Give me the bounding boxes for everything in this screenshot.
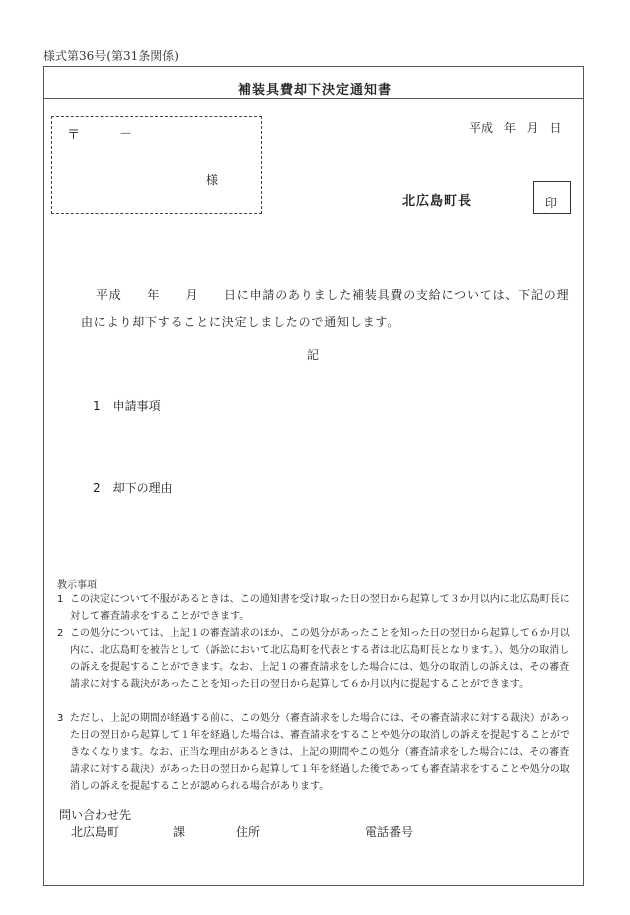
- address-box: [51, 116, 262, 214]
- contact-section: 課: [173, 825, 186, 839]
- seal-mark: 印: [545, 196, 558, 210]
- item-application: [93, 397, 161, 414]
- notice-number: 3: [57, 713, 64, 724]
- notice-number: 2: [57, 628, 64, 639]
- notice-number: 1: [57, 594, 64, 605]
- document-title: 補装具費却下決定通知書: [237, 83, 392, 98]
- body-text-line-1: 平成 年 月 日に申請のありました補装具費の支給については、下記の理: [96, 288, 570, 302]
- notice-item: [57, 625, 579, 693]
- notice-text: ただし、上記の期間が経過する前に、この処分（審査請求をした場合には、その審査請求に対する裁決）があった日の翌日から起算して１年を経過した場合は、審査請求をすることや処分の取消しの訴えを提起することができなくなります。なお、正当な理由があるときは、上記の期間やこの処分（審査請求をした場合には、その審査請求に対する裁決）があった日の翌日から起算して１年を経過した後であっても審査請求をすることや処分の取消しの訴えを提起することが認められる場合があります。: [70, 713, 570, 792]
- notice-heading: 教示事項: [57, 580, 97, 591]
- body-text-line-2: 由により却下することに決定しましたので通知します。: [81, 315, 401, 329]
- notice-text: この処分については、上記１の審査請求のほか、この処分があったことを知った日の翌日から起算して６か月以内に、北広島町を被告として（訴訟において北広島町を代表とする者は北広島町長となります。）、処分の取消しの訴えを提起することができます。なお、上記１の審査請求をした場合には、処分の取消しの訴えは、その審査請求に対する裁決があったことを知った日の翌日から起算して６か月以内に提起することができます。: [70, 628, 570, 690]
- contact-phone-label: 電話番号: [365, 825, 414, 839]
- issue-date: 平成 年 月 日: [469, 121, 562, 135]
- issuer-name: 北広島町長: [402, 194, 473, 209]
- recipient-honorific: 様: [206, 173, 219, 187]
- ki-heading: 記: [307, 348, 320, 362]
- item-label: 申請事項: [112, 399, 161, 413]
- item-number: 1: [93, 399, 101, 413]
- contact-town: 北広島町: [71, 825, 120, 839]
- item-number: 2: [93, 481, 101, 495]
- notice-item: [57, 710, 579, 795]
- contact-heading: 問い合わせ先: [59, 808, 132, 822]
- title-divider: [43, 98, 584, 99]
- form-number: 様式第36号(第31条関係): [43, 49, 179, 63]
- contact-address-label: 住所: [236, 825, 261, 839]
- notice-item: [57, 591, 579, 625]
- postal-mark: 〒: [67, 128, 81, 143]
- notice-text: この決定について不服があるときは、この通知書を受け取った日の翌日から起算して３か月以内に北広島町長に対して審査請求をすることができます。: [70, 594, 570, 622]
- item-rejection-reason: [93, 479, 173, 496]
- item-label: 却下の理由: [112, 481, 173, 495]
- postal-dash: －: [119, 127, 133, 142]
